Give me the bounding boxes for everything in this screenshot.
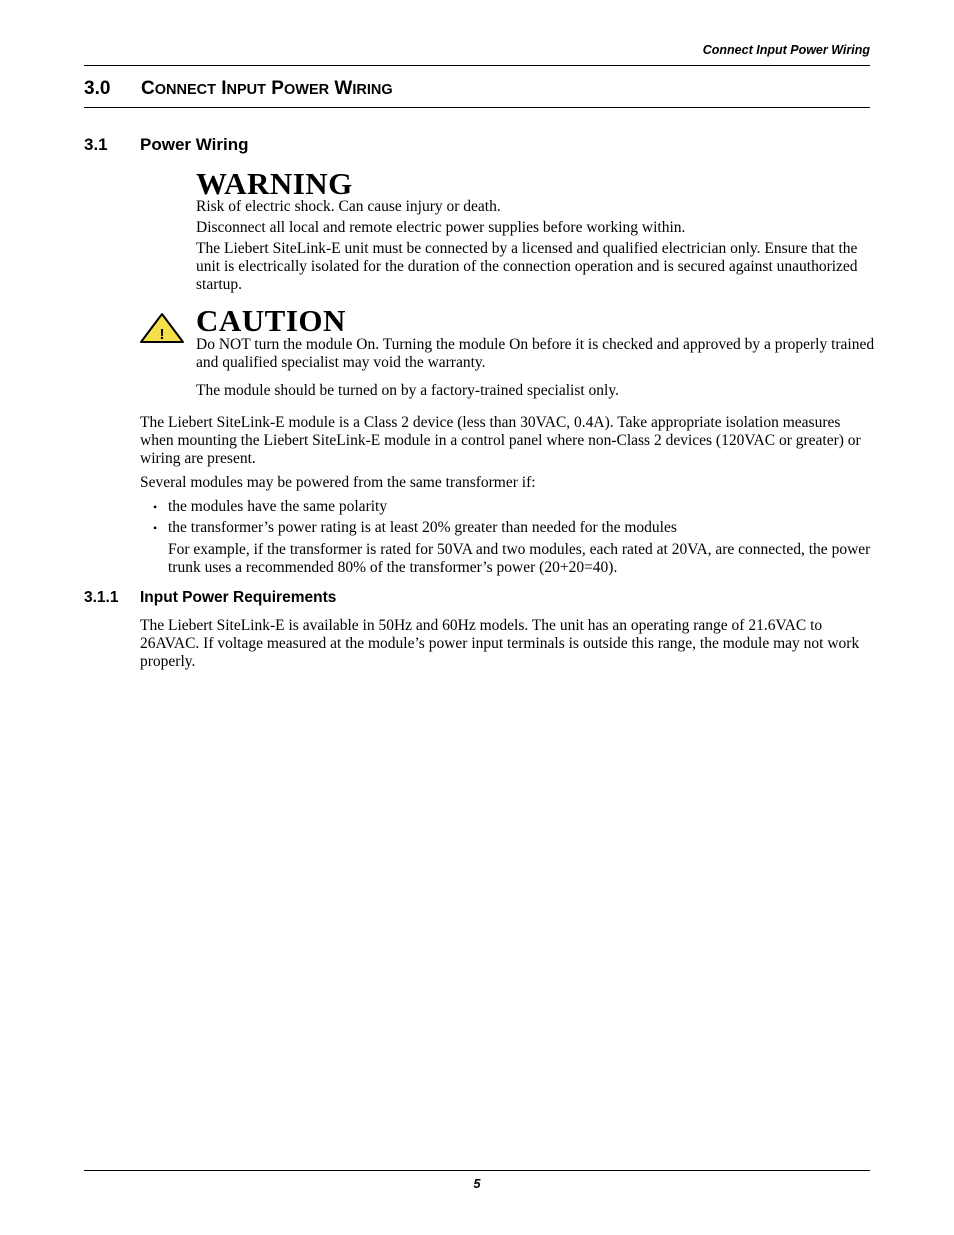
svg-text:!: ! <box>159 326 165 343</box>
list-item: • the transformer’s power rating is at least 20% greater than needed for the modules <box>140 519 677 537</box>
section-rule <box>84 107 870 108</box>
caution-line: Do NOT turn the module On. Turning the module On before it is checked and approved by a properly trained and qualified specialist may void the warranty. <box>196 336 875 371</box>
caution-title: CAUTION <box>196 303 346 338</box>
warning-line: Disconnect all local and remote electric power supplies before working within. <box>196 219 686 236</box>
body-paragraph-transformer: Several modules may be powered from the same transformer if: <box>140 474 536 491</box>
warning-body <box>196 198 876 294</box>
input-power-paragraph: The Liebert SiteLink-E is available in 50Hz and 60Hz models. The unit has an operating range of 21.6VAC to 26AVAC. If voltage measured at the module’s power input terminals is outside this range, the module may not work properly. <box>140 617 860 670</box>
header-rule <box>84 65 870 66</box>
warning-line: The Liebert SiteLink-E unit must be connected by a licensed and qualified electrician only. Ensure that the unit is electrically isolated for the duration of the connection operation and is secured against unauthorized startup. <box>196 240 858 293</box>
subsubsection-heading <box>84 589 336 607</box>
bullet-icon: • <box>153 500 158 514</box>
running-header: Connect Input Power Wiring <box>702 43 870 57</box>
subsubsection-title: Input Power Requirements <box>140 589 337 606</box>
caution-line: The module should be turned on by a factory-trained specialist only. <box>196 382 619 399</box>
body-paragraph-class2: The Liebert SiteLink-E module is a Class 2 device (less than 30VAC, 0.4A). Take appropriate isolation measures when mounting the Liebert SiteLink-E module in a control panel where non-Class 2 devices (120VAC or greater) or wiring are present. <box>140 414 861 467</box>
subsection-number: 3.1 <box>84 135 108 154</box>
warning-line: Risk of electric shock. Can cause injury or death. <box>196 198 501 215</box>
bullet-icon: • <box>153 521 158 535</box>
footer-rule <box>84 1170 870 1171</box>
page-number: 5 <box>473 1177 481 1191</box>
section-heading <box>84 78 393 100</box>
warning-title: WARNING <box>196 166 353 201</box>
caution-triangle-icon <box>139 312 185 344</box>
list-item: • the modules have the same polarity <box>140 498 387 516</box>
body-example: For example, if the transformer is rated for 50VA and two modules, each rated at 20VA, are connected, the power trunk uses a recommended 80% of the transformer’s power (20+20=40). <box>168 541 871 576</box>
section-title: CONNECT INPUT POWER WIRING <box>141 78 393 99</box>
subsection-title: Power Wiring <box>140 135 249 154</box>
subsubsection-number: 3.1.1 <box>84 589 119 606</box>
subsection-heading <box>84 135 248 155</box>
section-number: 3.0 <box>84 78 111 99</box>
caution-body <box>196 336 876 400</box>
